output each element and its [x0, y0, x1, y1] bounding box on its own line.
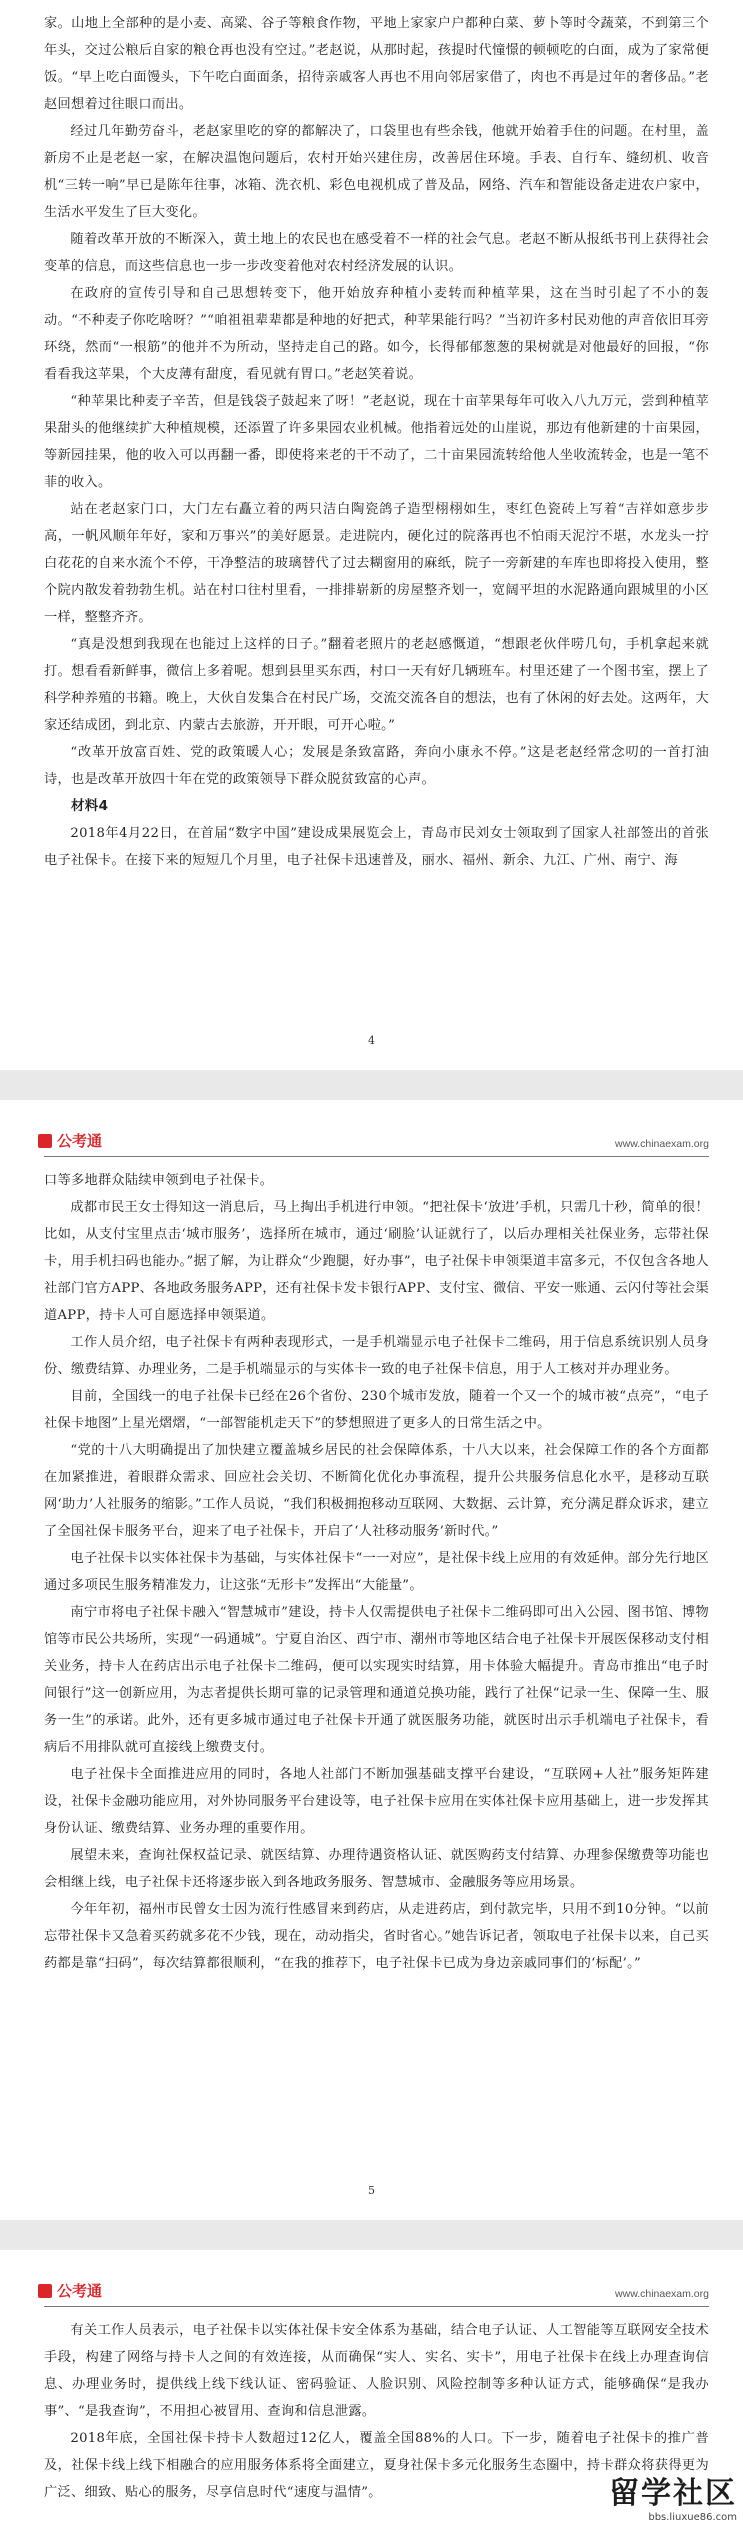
watermark-title: 留学社区 — [609, 2476, 737, 2511]
paragraph: “种苹果比种麦子辛苦，但是钱袋子鼓起来了呀！”老赵说，现在十亩苹果每年可收入八九万元，尝到种植苹果甜头的他继续扩大种植规模，还添置了许多果园农业机械。他指着远处的山崖说，那边有他新建的十亩果园，等新园挂果，他的收入可以再翻一番，即使将来老的干不动了，二十亩果园流转给他人坐收流转金，也是一笔不菲的收入。 — [44, 394, 709, 490]
watermark-url: bbs.liuxue86.com — [648, 2512, 737, 2523]
paragraph: 展望未来，查询社保权益记录、就医结算、办理待遇资格认证、就医购药支付结算、办理参保缴费等功能也会相继上线，电子社保卡还将逐步嵌入到各地政务服务、智慧城市、金融服务等应用场景。 — [44, 1848, 709, 1890]
paragraph: 2018年底，全国社保卡持卡人数超过12亿人，覆盖全国88%的人口。下一步，随着电子社保卡的推广普及，社保卡线上线下相融合的应用服务体系将全面建立，夏身社保卡多元化服务生态圈中，持卡群众将获得更为广泛、细致、贴心的服务，尽享信息时代“速度与温情”。 — [44, 2431, 709, 2500]
page-header — [44, 1100, 709, 1157]
document-page-6 — [0, 2250, 743, 2531]
paragraph: 随着改革开放的不断深入，黄土地上的农民也在感受着不一样的社会气息。老赵不断从报纸书刊上获得社会变革的信息，而这些信息也一步一步改变着他对农村经济发展的认识。 — [44, 232, 709, 274]
logo-text: 公考通 — [57, 2282, 103, 2300]
paragraph: 电子社保卡全面推进应用的同时，各地人社部门不断加强基础支撑平台建设，“互联网+人社”服务矩阵建设，社保卡金融功能应用，对外协同服务平台建设等，电子社保卡应用在实体社保卡应用基础上，进一步发挥其身份认证、缴费结算、业务办理的重要作用。 — [44, 1767, 709, 1836]
paragraph: 站在老赵家门口，大门左右矗立着的两只洁白陶瓷鸽子造型栩栩如生，枣红色瓷砖上写着“吉祥如意步步高，一帆风顺年年好，家和万事兴”的美好愿景。走进院内，硬化过的院落再也不怕雨天泥泞不堪，水龙头一拧白花花的自来水流个不停，干净整洁的玻璃替代了过去糊窗用的麻纸，院子一旁新建的车库也即将投入使用，整个院内散发着勃勃生机。站在村口往村里看，一排排崭新的房屋整齐划一，宽阔平坦的水泥路通向跟城里的小区一样，整整齐齐。 — [44, 502, 709, 625]
page-separator — [0, 1070, 743, 1100]
site-logo — [38, 2280, 102, 2301]
logo-mark-icon — [38, 2284, 52, 2298]
header-url: www.chinaexam.org — [615, 2288, 709, 2300]
page-body — [44, 10, 709, 874]
material-heading: 材料4 — [71, 798, 109, 814]
paragraph: 经过几年勤劳奋斗，老赵家里吃的穿的都解决了，口袋里也有些余钱，他就开始着手住的问题。在村里，盖新房不止是老赵一家，在解决温饱问题后，农村开始兴建住房，改善居住环境。手表、自行车、缝纫机、收音机“三转一响”早已是陈年往事，冰箱、洗衣机、彩色电视机成了普及品，网络、汽车和智能设备走进农户家中，生活水平发生了巨大变化。 — [44, 124, 709, 220]
paragraph: 成都市民王女士得知这一消息后，马上掏出手机进行申领。“把社保卡‘放进’手机，只需几十秒，简单的很！比如，从支付宝里点击‘城市服务’，选择所在城市，通过‘刷脸’认证就行了，以后办理相关社保业务，忘带社保卡，用手机扫码也能办。”据了解，为让群众“少跑腿，好办事”，电子社保卡申领渠道丰富多元，不仅包含各地人社部门官方APP、各地政务服务APP，还有社保卡发卡银行APP、支付宝、微信、平安一账通、云闪付等社会渠道APP，持卡人可自愿选择申领渠道。 — [44, 1200, 709, 1323]
paragraph: 家。山地上全部种的是小麦、高粱、谷子等粮食作物，平地上家家户户都种白菜、萝卜等时令蔬菜，不到第三个年头，交过公粮后自家的粮仓再也没有空过。”老赵说，从那时起，孩提时代憧憬的顿顿吃的白面，成为了家常便饭。“早上吃白面馒头，下午吃白面面条，招待亲戚客人再也不用向邻居家借了，肉也不再是过年的奢侈品。”老赵回想着过往眼口而出。 — [44, 16, 709, 112]
document-page-4 — [0, 0, 743, 1070]
logo-text: 公考通 — [57, 1132, 103, 1150]
paragraph: 电子社保卡以实体社保卡为基础，与实体社保卡“一一对应”，是社保卡线上应用的有效延伸。部分先行地区通过多项民生服务精准发力，让这张“无形卡”发挥出“大能量”。 — [44, 1551, 709, 1593]
page-header — [44, 2250, 709, 2307]
page-number: 5 — [368, 2184, 375, 2197]
paragraph: 南宁市将电子社保卡融入“智慧城市”建设，持卡人仅需提供电子社保卡二维码即可出入公园、图书馆、博物馆等市民公共场所，实现“一码通城”。宁夏自治区、西宁市、潮州市等地区结合电子社保卡开展医保移动支付相关业务，持卡人在药店出示电子社保卡二维码，便可以实现实时结算，用卡体验大幅提升。青岛市推出“电子时间银行”这一创新应用，为志者提供长期可靠的记录管理和通道兑换功能，践行了社保“记录一生、保障一生、服务一生”的承诺。此外，还有更多城市通过电子社保卡开通了就医服务功能，就医时出示手机端电子社保卡，看病后不用排队就可直接线上缴费支付。 — [44, 1605, 709, 1755]
paragraph: 工作人员介绍，电子社保卡有两种表现形式，一是手机端显示电子社保卡二维码，用于信息系统识别人员身份、缴费结算、办理业务，二是手机端显示的与实体卡一致的电子社保卡信息，用于人工核对并办理业务。 — [44, 1335, 709, 1377]
logo-mark-icon — [38, 1134, 52, 1148]
paragraph: 目前，全国线一的电子社保卡已经在26个省份、230个城市发放，随着一个又一个的城市被“点亮”，“电子社保卡地图”上星光熠熠，“一部智能机走天下”的梦想照进了更多人的日常生活之中。 — [44, 1389, 709, 1431]
paragraph: “党的十八大明确提出了加快建立覆盖城乡居民的社会保障体系，十八大以来，社会保障工作的各个方面都在加紧推进，着眼群众需求、回应社会关切、不断简化优化办事流程，提升公共服务信息化水平，是移动互联网‘助力’人社服务的缩影。”工作人员说，“我们积极拥抱移动互联网、大数据、云计算，充分满足群众诉求，建立了全国社保卡服务平台，迎来了电子社保卡，开启了‘人社移动服务’新时代。” — [44, 1443, 709, 1539]
paragraph: 2018年4月22日，在首届“数字中国”建设成果展览会上，青岛市民刘女士领取到了国家人社部签出的首张电子社保卡。在接下来的短短几个月里，电子社保卡迅速普及，丽水、福州、新余、九江、广州、南宁、海 — [44, 826, 709, 868]
paragraph: 有关工作人员表示，电子社保卡以实体社保卡安全体系为基础，结合电子认证、人工智能等互联网安全技术手段，构建了网络与持卡人之间的有效连接，从而确保“实人、实名、实卡”，用电子社保卡在线上办理查询信息、办理业务时，提供线上线下线认证、密码验证、人脸识别、风险控制等多种认证方式，能够确保“是我办事”、“是我查询”，不用担心被冒用、查询和信息泄露。 — [44, 2323, 709, 2419]
document-page-5 — [0, 1100, 743, 2220]
watermark — [609, 2468, 737, 2523]
paragraph: “真是没想到我现在也能过上这样的日子。”翻着老照片的老赵感慨道，“想跟老伙伴唠几句，手机拿起来就打。想看看新鲜事，微信上多着呢。想到县里买东西，村口一天有好几辆班车。村里还建了一个图书室，摆上了科学种养殖的书籍。晚上，大伙自发集合在村民广场，交流交流各自的想法，也有了休闲的好去处。这两年，大家还结成团，到北京、内蒙古去旅游，开开眼，可开心啦。” — [44, 637, 709, 733]
page-body — [44, 1167, 709, 1977]
paragraph: 今年年初，福州市民曾女士因为流行性感冒来到药店，从走进药店，到付款完毕，只用不到10分钟。“以前忘带社保卡又急着买药就多花不少钱，现在，动动指尖，省时省心。”她告诉记者，领取电子社保卡以来，自己买药都是靠“扫码”，每次结算都很顺利，“在我的推荐下，电子社保卡已成为身边亲戚同事们的‘标配’。” — [44, 1902, 709, 1971]
page-separator — [0, 2220, 743, 2250]
page-number: 4 — [368, 1034, 375, 1047]
header-url: www.chinaexam.org — [615, 1138, 709, 1150]
site-logo — [38, 1130, 102, 1151]
paragraph: “改革开放富百姓、党的政策暖人心；发展是条致富路，奔向小康永不停。”这是老赵经常念叨的一首打油诗，也是改革开放四十年在党的政策领导下群众脱贫致富的心声。 — [44, 745, 709, 787]
paragraph: 在政府的宣传引导和自己思想转变下，他开始放弃种植小麦转而种植苹果，这在当时引起了不小的轰动。“不种麦子你吃啥呀？”“咱祖祖辈辈都是种地的好把式，种苹果能行吗？”当初许多村民劝他的声音依旧耳旁环绕，然而“一根筋”的他并不为所动，坚持走自己的路。如今，长得郁郁葱葱的果树就是对他最好的回报，“你看看我这苹果，个大皮薄有甜度，看见就有胃口。”老赵笑着说。 — [44, 286, 709, 382]
paragraph: 口等多地群众陆续申领到电子社保卡。 — [44, 1173, 274, 1188]
